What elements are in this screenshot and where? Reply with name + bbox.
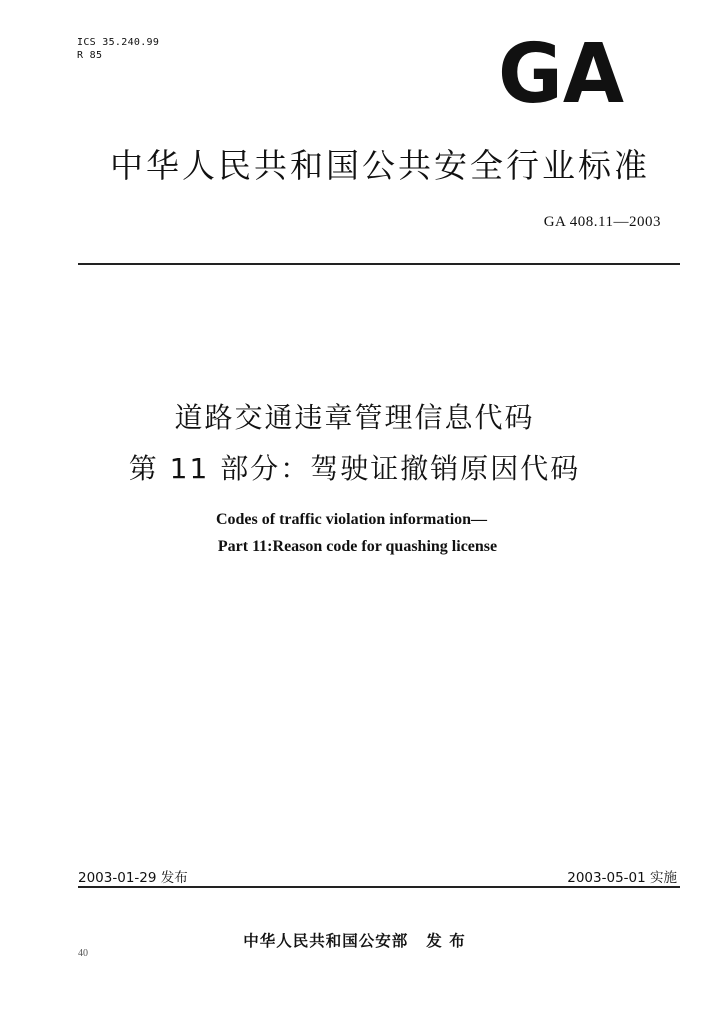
document-title-en-line2: Part 11:Reason code for quashing license xyxy=(217,538,498,555)
standard-category-title: 中华人民共和国公共安全行业标准 xyxy=(110,146,650,185)
ics-code: ICS 35.240.99 xyxy=(77,37,160,48)
top-divider xyxy=(78,263,680,265)
document-title-zh-line2: 第 11 部分：驾驶证撤销原因代码 xyxy=(128,452,581,485)
ga-logo-text: GA xyxy=(498,36,625,108)
document-title-zh-line1: 道路交通违章管理信息代码 xyxy=(174,401,535,434)
implementation-date: 2003-05-01 实施 xyxy=(567,870,677,886)
ga-logo xyxy=(496,36,626,108)
category-code: R 85 xyxy=(77,50,103,61)
standard-number: GA 408.11—2003 xyxy=(543,214,661,230)
issuer-line xyxy=(0,929,709,951)
bottom-divider xyxy=(78,886,680,888)
page-number: 40 xyxy=(78,948,88,959)
issue-date: 2003-01-29 发布 xyxy=(78,870,188,886)
issuer-name: 中华人民共和国公安部 xyxy=(243,932,409,950)
document-title-en-line1: Codes of traffic violation information— xyxy=(215,511,488,528)
issuer-action: 发 布 xyxy=(426,932,466,950)
classification-codes xyxy=(77,36,159,62)
